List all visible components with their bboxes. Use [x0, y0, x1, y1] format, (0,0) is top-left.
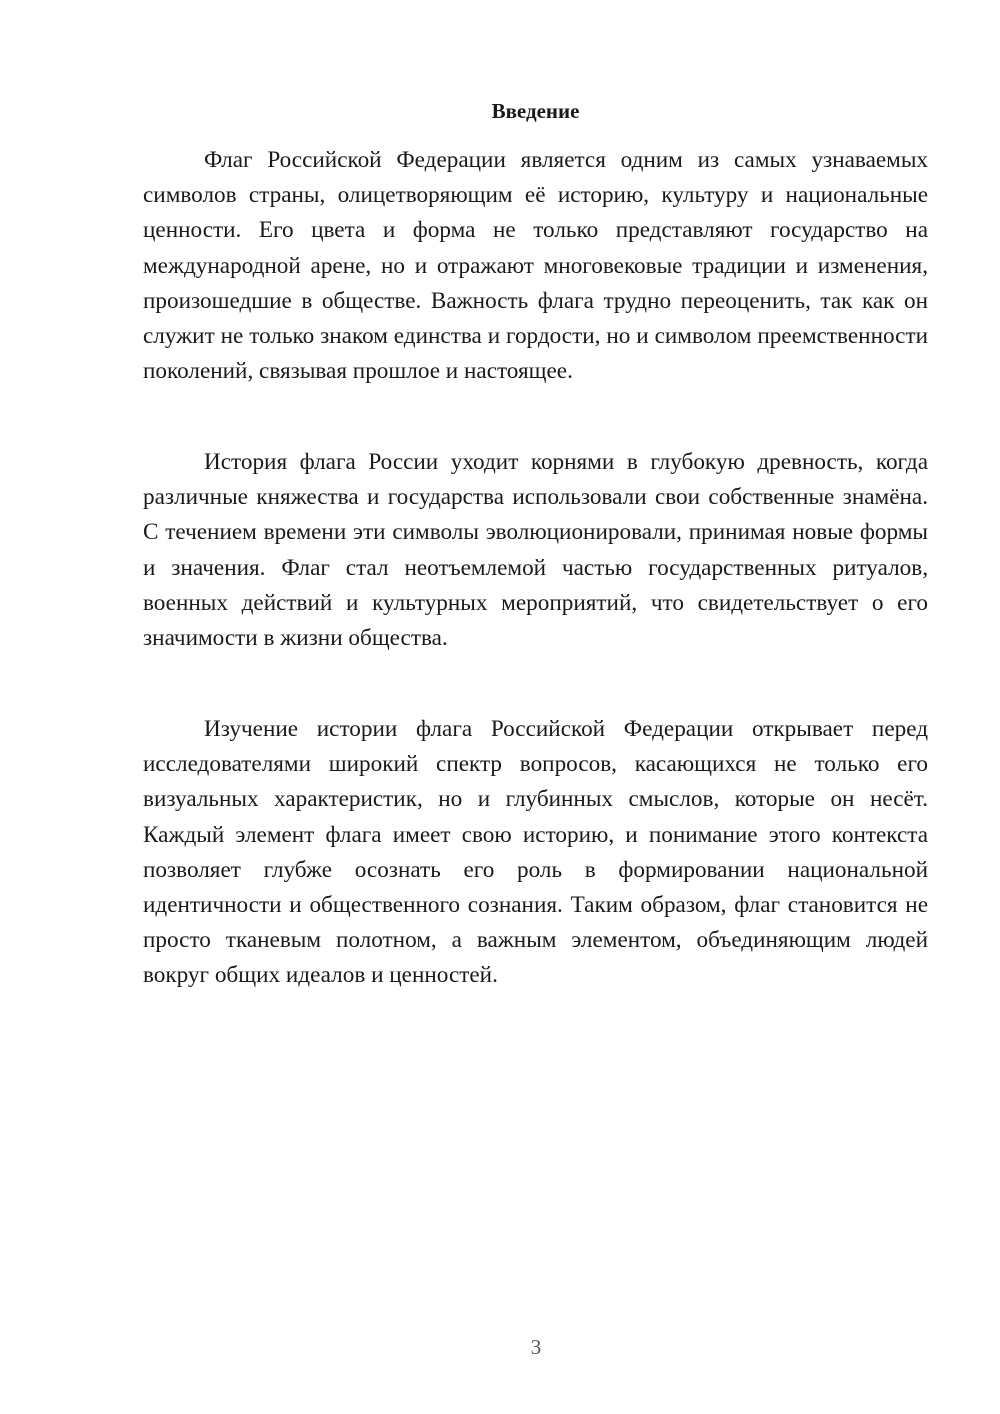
section-title: Введение [491, 99, 580, 123]
paragraph-intro: Флаг Российской Федерации является одним из самых узнаваемых символов страны, олицетворяющим её историю, культуру и национальные ценности. Его цвета и форма не только представляют государство на международной арене, но и отражают многовековые традиции и изменения, произошедшие в обществе. Важность флага трудно переоценить, так как он служит не только знаком единства и гордости, но и символом преемственности поколений, связывая прошлое и настоящее. [143, 147, 928, 385]
paragraph-study: Изучение истории флага Российской Федерации открывает перед исследователями широкий спектр вопросов, касающихся не только его визуальных характеристик, но и глубинных смыслов, которые он несёт. Каждый элемент флага имеет свою историю, и понимание этого контекста позволяет глубже осознать его роль в формировании национальной идентичности и общественного сознания. Таким образом, флаг становится не просто тканевым полотном, а важным элементом, объединяющим людей вокруг общих идеалов и ценностей. [143, 716, 928, 989]
paragraph-history: История флага России уходит корнями в глубокую древность, когда различные княжества и государства использовали свои собственные знамёна. С течением времени эти символы эволюционировали, принимая новые формы и значения. Флаг стал неотъемлемой частью государственных ритуалов, военных действий и культурных мероприятий, что свидетельствует о его значимости в жизни общества. [143, 449, 928, 652]
page-number: 3 [530, 1335, 542, 1359]
